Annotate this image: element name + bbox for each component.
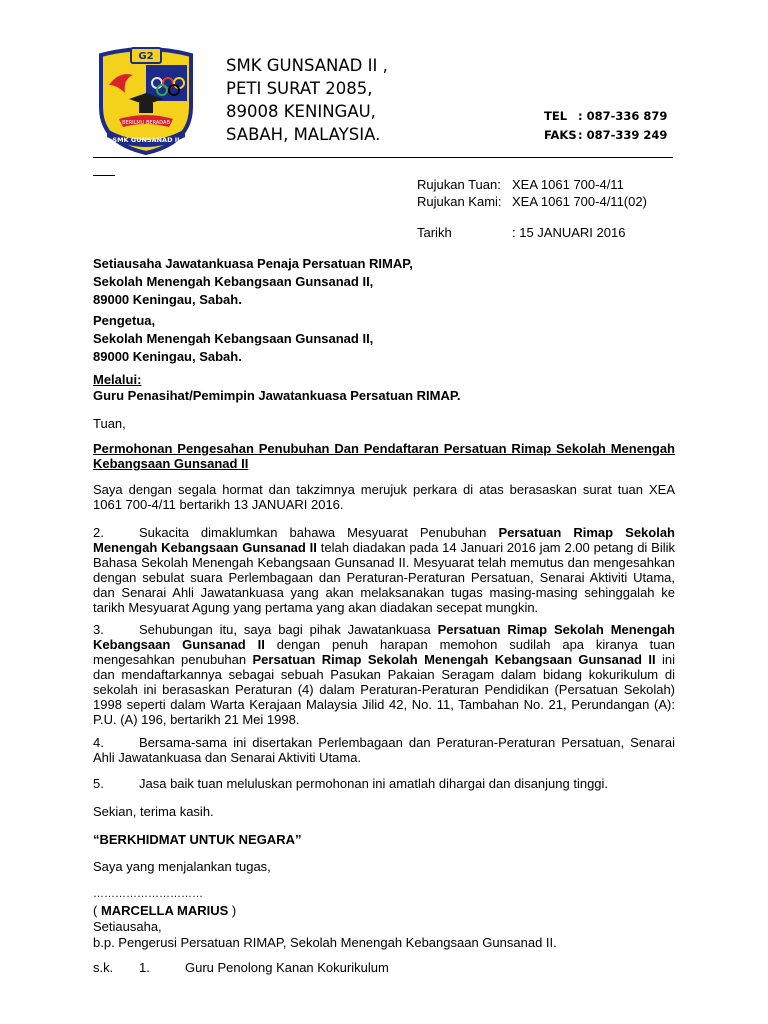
paragraph-2-number: 2. xyxy=(93,525,104,540)
paragraph-2 xyxy=(93,525,675,615)
signature-dots: ………………………… xyxy=(93,888,203,900)
date-label: Tarikh xyxy=(417,225,452,240)
recipient1-line1: Setiausaha Jawatankuasa Penaja Persatuan RIMAP, xyxy=(93,256,413,271)
recipient1-line2: Sekolah Menengah Kebangsaan Gunsanad II, xyxy=(93,274,374,289)
city-line: 89008 KENINGAU, xyxy=(226,102,376,121)
via-block xyxy=(93,372,461,404)
via-person: Guru Penasihat/Pemimpin Jawatankuasa Persatuan RIMAP. xyxy=(93,388,461,403)
cc-number: 1. xyxy=(139,960,150,975)
ref-tuan-label: Rujukan Tuan: xyxy=(417,177,501,192)
paragraph-3-bold-1: Persatuan Rimap Sekolah Menengah Kebangsaan Gunsanad II xyxy=(93,622,675,652)
paragraph-4-text: Bersama-sama ini disertakan Perlembagaan dan Peraturan-Peraturan Persatuan, Senarai Ahli Jawatankuasa dan Senarai Aktiviti Utama. xyxy=(93,735,675,765)
reference-block xyxy=(417,177,647,240)
date-value: : 15 JANUARI 2016 xyxy=(512,225,626,240)
paragraph-1: Saya dengan segala hormat dan takzimnya merujuk perkara di atas berasaskan surat tuan XEA 1061 700-4/11 bertarikh 13 JANUARI 2016. xyxy=(93,482,675,512)
paragraph-5 xyxy=(93,776,675,791)
paragraph-3 xyxy=(93,622,675,727)
logo-motto-text: BERILMU BERADAB xyxy=(122,120,170,126)
paragraph-3-text-c: dengan penuh harapan memohon sudilah apa kiranya tuan mengesahkan penubuhan xyxy=(93,637,675,667)
paragraph-2-text-c: telah diadakan pada 14 Januari 2016 jam 2.00 petang di Bilik Bahasa Sekolah Menengah Kebangsaan Gunsanad II. Mesyuarat telah memutus dan mengesahkan dengan sebulat suara Perlembagaan dan Peraturan-Peraturan Persatuan, Senarai Aktiviti Utama, dan Senarai Ahli Jawatankuasa yang akan melaksanakan tugas masing-masing sehinggalah ke tarikh Mesyuarat Agung yang pertama yang akan diadakan secepat mungkin. xyxy=(93,540,676,615)
subject-text: Permohonan Pengesahan Penubuhan Dan Pendaftaran Persatuan Rimap Sekolah Menengah Kebangsaan Gunsanad II xyxy=(93,441,675,471)
school-crest-logo xyxy=(95,45,197,161)
school-name: SMK GUNSANAD II , xyxy=(226,56,388,75)
ref-tuan-line xyxy=(417,177,647,192)
po-box: PETI SURAT 2085, xyxy=(226,79,373,98)
recipient-principal xyxy=(93,312,373,366)
cc-label: s.k. xyxy=(93,960,114,975)
motto: “BERKHIDMAT UNTUK NEGARA” xyxy=(93,832,302,847)
ref-kami-value: XEA 1061 700-4/11(02) xyxy=(512,194,647,209)
paragraph-4 xyxy=(93,735,675,765)
via-label: Melalui: xyxy=(93,372,142,387)
tel-number: : 087-336 879 xyxy=(578,109,668,123)
cc-line xyxy=(93,960,389,975)
signer-open-paren: ( xyxy=(93,903,101,918)
paragraph-3-bold-2: Persatuan Rimap Sekolah Menengah Kebangsaan Gunsanad II xyxy=(252,652,656,667)
signer-close-paren: ) xyxy=(228,903,237,918)
cc-recipient: Guru Penolong Kanan Kokurikulum xyxy=(185,960,389,975)
tel-line xyxy=(544,107,667,126)
paragraph-2-bold: Persatuan Rimap Sekolah Menengah Kebangsaan Gunsanad II xyxy=(93,525,676,555)
duty-line: Saya yang menjalankan tugas, xyxy=(93,859,271,874)
letterhead-divider-tail xyxy=(93,175,115,176)
recipient2-line2: Sekolah Menengah Kebangsaan Gunsanad II, xyxy=(93,331,374,346)
letterhead-contact xyxy=(544,107,667,145)
paragraph-4-number: 4. xyxy=(93,735,104,750)
date-line xyxy=(417,225,647,240)
fax-line xyxy=(544,126,667,145)
logo-name-text: SMK GUNSANAD II xyxy=(112,136,180,144)
subject-line xyxy=(93,441,675,471)
letterhead-divider xyxy=(93,157,673,158)
ref-tuan-value: XEA 1061 700-4/11 xyxy=(512,177,624,192)
tel-label: TEL xyxy=(544,109,568,123)
paragraph-5-number: 5. xyxy=(93,776,104,791)
logo-badge-text: G2 xyxy=(138,51,154,62)
recipient2-line3: 89000 Keningau, Sabah. xyxy=(93,349,242,364)
signer-block xyxy=(93,903,557,951)
closing: Sekian, terima kasih. xyxy=(93,804,214,819)
recipient2-line1: Pengetua, xyxy=(93,313,156,328)
letterhead-address xyxy=(226,54,388,146)
salutation: Tuan, xyxy=(93,416,126,431)
fax-number: : 087-339 249 xyxy=(578,128,668,142)
fax-label: FAKS xyxy=(544,128,577,142)
recipient1-line3: 89000 Keningau, Sabah. xyxy=(93,292,242,307)
paragraph-2-text-a: Sukacita dimaklumkan bahawa Mesyuarat Penubuhan xyxy=(139,525,499,540)
signer-title: Setiausaha, xyxy=(93,919,162,934)
signer-name: MARCELLA MARIUS xyxy=(100,903,229,918)
ref-kami-line xyxy=(417,194,647,209)
paragraph-5-text: Jasa baik tuan meluluskan permohonan ini amatlah dihargai dan disanjung tinggi. xyxy=(139,776,609,791)
ref-kami-label: Rujukan Kami: xyxy=(417,194,502,209)
signer-name-line xyxy=(93,903,557,919)
state-line: SABAH, MALAYSIA. xyxy=(226,125,381,144)
paragraph-3-number: 3. xyxy=(93,622,104,637)
recipient-secretary xyxy=(93,255,413,309)
signer-on-behalf: b.p. Pengerusi Persatuan RIMAP, Sekolah Menengah Kebangsaan Gunsanad II. xyxy=(93,935,557,950)
paragraph-3-text-e: ini dan mendaftarkannya sebagai sebuah Pasukan Pakaian Seragam dalam bidang kokurikulum di sekolah ini berasaskan Peraturan (4) dalam Peraturan-Peraturan Pendidikan (Persatuan Sekolah) 1998 seperti dalam Warta Kerajaan Malaysia Jilid 42, No. 11, Tambahan No. 21, Perundangan (A): P.U. (A) 196, bertarikh 21 Mei 1998. xyxy=(93,652,675,727)
paragraph-3-text-a: Sehubungan itu, saya bagi pihak Jawatankuasa xyxy=(139,622,438,637)
